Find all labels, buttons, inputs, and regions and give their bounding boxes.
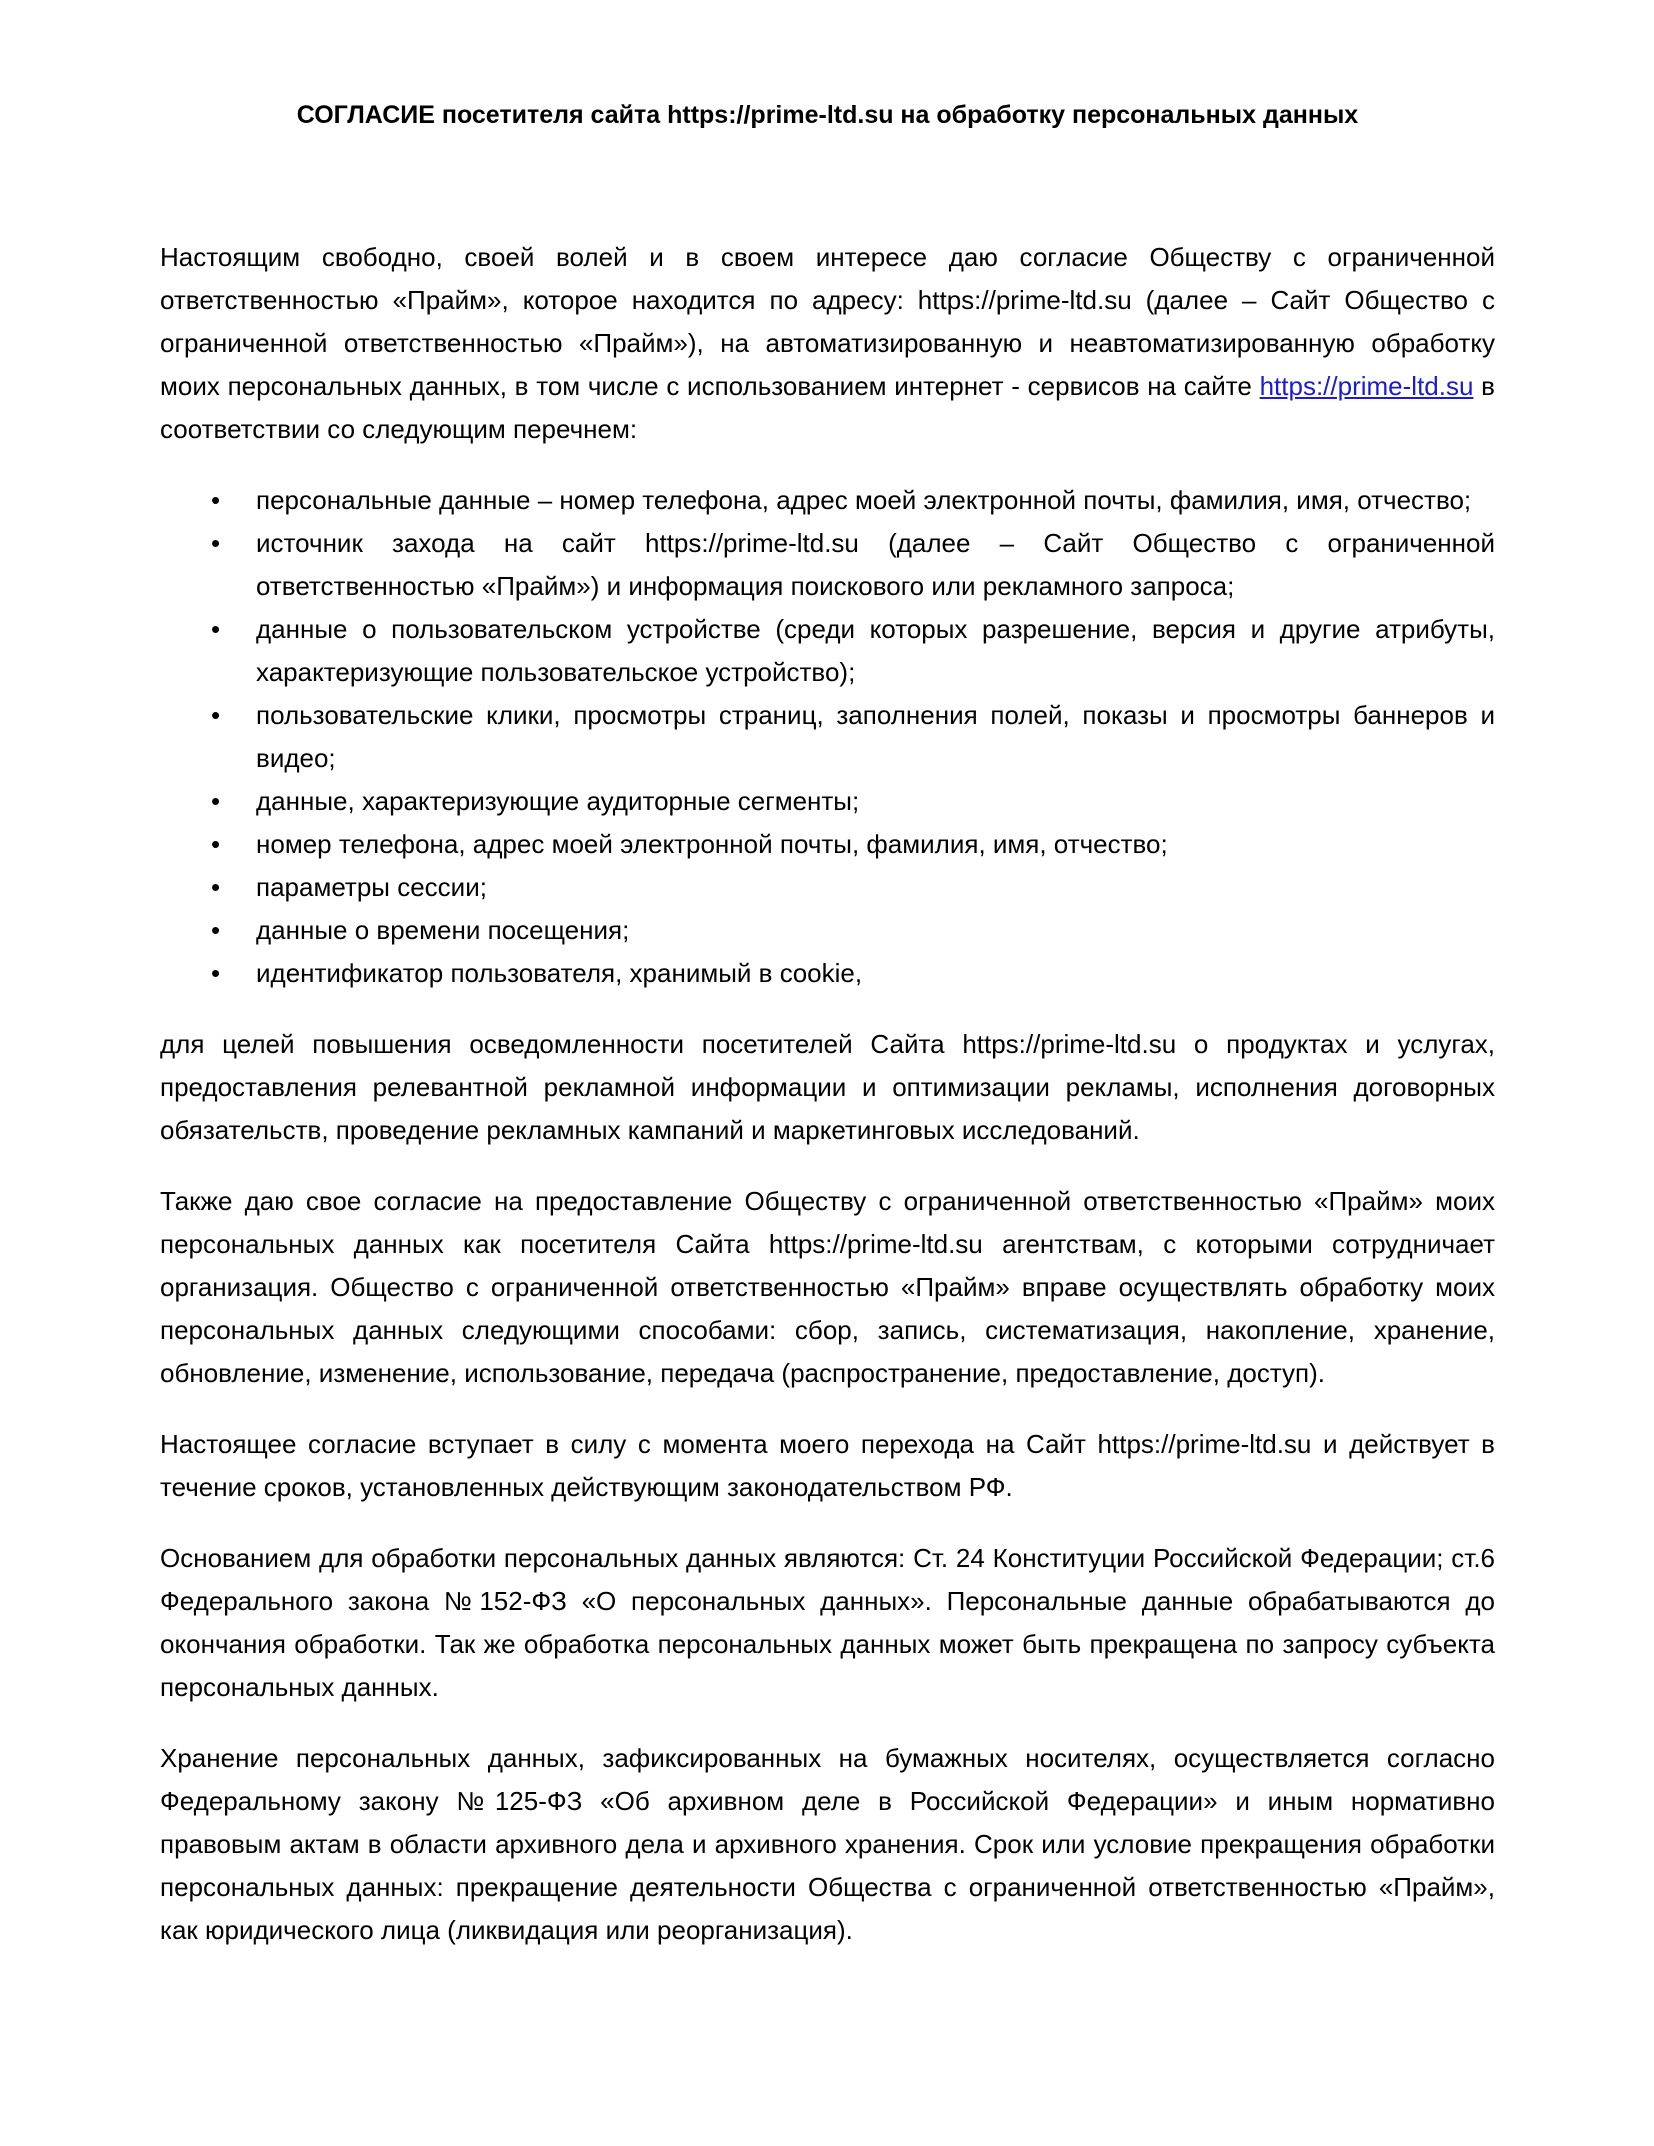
bullet-icon: •	[211, 915, 221, 945]
storage-paragraph: Хранение персональных данных, зафиксированных на бумажных носителях, осуществляется согласно Федеральному закону №125-ФЗ «Об архивном деле в Российской Федерации» и иным нормативно правовым актам в области архивного дела и архивного хранения. Срок или условие прекращения обработки персональных данных: прекращение деятельности Общества с ограниченной ответственностью «Прайм», как юридического лица (ликвидация или реорганизация).	[160, 1743, 1495, 1945]
document-body	[160, 236, 1495, 1952]
list-item	[160, 608, 1495, 694]
list-item	[160, 866, 1495, 909]
transfer-consent-paragraph: Также даю свое согласие на предоставление Обществу с ограниченной ответственностью «Прайм» моих персональных данных как посетителя Сайта https://prime-ltd.su агентствам, с которыми сотрудничает организация. Общество с ограниченной ответственностью «Прайм» вправе осуществлять обработку моих персональных данных следующими способами: сбор, запись, систематизация, накопление, хранение, обновление, изменение, использование, передача (распространение, предоставление, доступ).	[160, 1186, 1495, 1388]
list-item	[160, 952, 1495, 995]
bullet-icon: •	[211, 958, 221, 988]
intro-text-before-link: Настоящим свободно, своей волей и в своем интересе даю согласие Обществу с ограниченной ответственностью «Прайм», которое находится по адресу: https://prime-ltd.su (далее – Сайт Общество с ограниченной ответственностью «Прайм»), на автоматизированную и неавтоматизированную обработку моих персональных данных, в том числе с использованием интернет - сервисов на сайте	[160, 242, 1495, 401]
purpose-paragraph: для целей повышения осведомленности посетителей Сайта https://prime-ltd.su о продуктах и услугах, предоставления релевантной рекламной информации и оптимизации рекламы, исполнения договорных обязательств, проведение рекламных кампаний и маркетинговых исследований.	[160, 1029, 1495, 1145]
bullet-icon: •	[211, 485, 221, 515]
list-item	[160, 909, 1495, 952]
bullet-icon: •	[211, 872, 221, 902]
list-item-text: параметры сессии;	[256, 872, 487, 902]
list-item	[160, 694, 1495, 780]
legal-basis-paragraph: Основанием для обработки персональных данных являются: Ст. 24 Конституции Российской Федерации; ст.6 Федерального закона №152-ФЗ «О персональных данных». Персональные данные обрабатываются до окончания обработки. Так же обработка персональных данных может быть прекращена по запросу субъекта персональных данных.	[160, 1543, 1495, 1702]
list-item	[160, 522, 1495, 608]
bullet-icon: •	[211, 786, 221, 816]
bullet-icon: •	[211, 829, 221, 859]
intro-paragraph	[160, 236, 1495, 451]
bullet-icon: •	[211, 700, 221, 730]
list-item-text: пользовательские клики, просмотры страниц, заполнения полей, показы и просмотры баннеров и видео;	[256, 700, 1495, 773]
list-item-text: номер телефона, адрес моей электронной почты, фамилия, имя, отчество;	[256, 829, 1168, 859]
bullet-icon: •	[211, 614, 221, 644]
document-title: СОГЛАСИЕ посетителя сайта https://prime-ltd.su на обработку персональных данных	[296, 101, 1359, 129]
intro-text-after-link: в соответствии со следующим перечнем:	[160, 371, 1495, 444]
list-item	[160, 780, 1495, 823]
data-list	[160, 479, 1495, 995]
list-item-text: идентификатор пользователя, хранимый в cookie,	[256, 958, 863, 988]
list-item-text: данные, характеризующие аудиторные сегменты;	[256, 786, 860, 816]
list-item-text: данные о пользовательском устройстве (среди которых разрешение, версия и другие атрибуты, характеризующие пользовательское устройство);	[256, 614, 1495, 687]
bullet-icon: •	[211, 528, 221, 558]
validity-paragraph: Настоящее согласие вступает в силу с момента моего перехода на Сайт https://prime-ltd.su и действует в течение сроков, установленных действующим законодательством РФ.	[160, 1429, 1495, 1502]
list-item	[160, 479, 1495, 522]
site-link[interactable]: https://prime-ltd.su	[1259, 371, 1474, 401]
list-item-text: персональные данные – номер телефона, адрес моей электронной почты, фамилия, имя, отчество;	[256, 485, 1472, 515]
list-item-text: данные о времени посещения;	[256, 915, 630, 945]
list-item	[160, 823, 1495, 866]
list-item-text: источник захода на сайт https://prime-ltd.su (далее – Сайт Общество с ограниченной ответственностью «Прайм») и информация поискового или рекламного запроса;	[256, 528, 1495, 601]
